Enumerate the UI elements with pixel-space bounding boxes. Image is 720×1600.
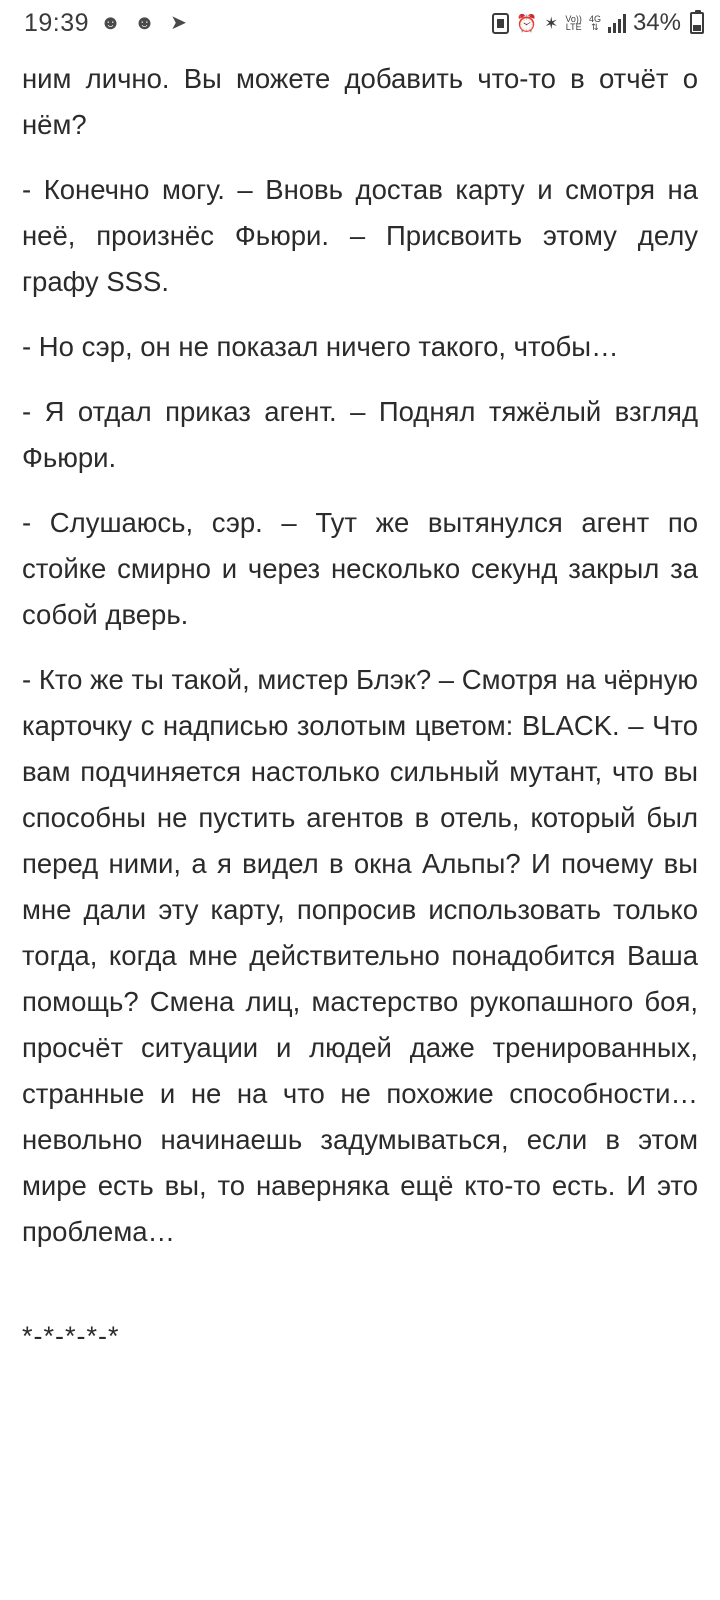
messenger-icon: ☻ [100, 11, 122, 34]
status-clock: 19:39 [24, 8, 90, 37]
alarm-icon: ⏰ [516, 13, 538, 33]
messenger-icon: ☻ [134, 11, 156, 34]
status-bar-left [24, 9, 191, 38]
battery-percent-label: 34% [632, 9, 681, 36]
paragraph: ним лично. Вы можете добавить что-то в отчёт о нём? [22, 63, 698, 140]
signal-bars-icon [608, 13, 626, 33]
volte-label-bottom: LTE [565, 22, 582, 32]
section-divider: *-*-*-*-* [22, 1321, 120, 1351]
network-4g-icon [589, 15, 601, 31]
bluetooth-icon: ✶ [544, 13, 559, 33]
data-arrows-label: ⇅ [591, 22, 599, 32]
paragraph: - Конечно могу. – Вновь достав карту и смотря на неё, произнёс Фьюри. – Присвоить этому делу графу SSS. [22, 174, 698, 297]
paragraph: - Но сэр, он не показал ничего такого, чтобы… [22, 331, 619, 362]
paragraph: - Кто же ты такой, мистер Блэк? – Смотря на чёрную карточку с надписью золотым цветом: BLACK. – Что вам подчиняется настолько сильный мутант, что вы способны не пустить агентов в отель, который был перед ними, а я видел в окна Альпы? И почему вы мне дали эту карту, попросив использовать только тогда, когда мне действительно понадобится Ваша помощь? Смена лиц, мастерство рукопашного боя, просчёт ситуации и людей даже тренированных, странные и не на что не похожие способности… невольно начинаешь задумываться, если в этом мире есть вы, то наверняка ещё кто-то есть. И это проблема… [22, 664, 698, 1247]
paragraph: - Я отдал приказ агент. – Поднял тяжёлый взгляд Фьюри. [22, 396, 698, 473]
status-bar [0, 0, 720, 46]
sim-card-icon [492, 13, 509, 34]
book-text-area[interactable] [0, 46, 720, 1352]
volte-icon [565, 15, 582, 31]
telegram-icon: ➤ [170, 11, 187, 34]
status-bar-right [492, 9, 704, 37]
volte-label-top: Vo)) [565, 14, 582, 24]
battery-icon [690, 12, 704, 34]
network-type-label: 4G [588, 14, 601, 24]
paragraph: - Слушаюсь, сэр. – Тут же вытянулся агент по стойке смирно и через несколько секунд закрыл за собой дверь. [22, 507, 698, 630]
